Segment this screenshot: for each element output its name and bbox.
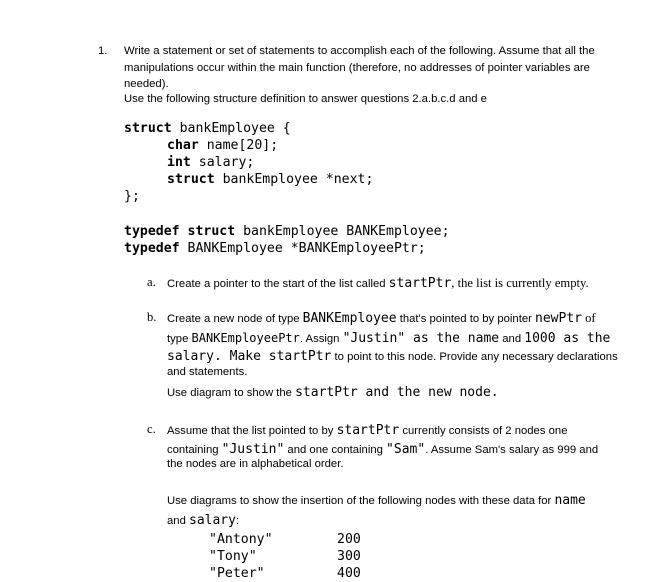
item-a-marker: a. — [147, 275, 156, 289]
item-b-line-4: and statements. — [167, 366, 248, 378]
intro-line-1: Write a statement or set of statements to accomplish each of the following. Assume that all the — [124, 45, 595, 57]
keyword: struct — [167, 172, 215, 187]
row-name: "Antony" — [209, 532, 273, 547]
item-b-line-5: Use diagram to show the startPtr and the new node. — [167, 385, 499, 400]
item-b-line-3: salary. Make startPtr to point to this node. Provide any necessary declarations — [167, 349, 618, 364]
item-b-marker: b. — [147, 310, 157, 324]
keyword: char — [167, 138, 199, 153]
item-c-line-1: Assume that the list pointed to by startPtr currently consists of 2 nodes one — [167, 423, 568, 438]
row-salary: 400 — [337, 566, 361, 581]
row-salary: 200 — [337, 532, 361, 547]
code-text: name[20]; — [198, 138, 279, 153]
row-name: "Peter" — [209, 566, 265, 581]
question-number: 1. — [98, 45, 108, 57]
code-text: bankEmployee BANKEmployee; — [235, 224, 450, 239]
code-int-line — [167, 155, 254, 170]
code-typedef-1 — [124, 224, 450, 239]
item-c-line-2: containing "Justin" and one containing "Sam". Assume Sam's salary as 999 and — [167, 442, 599, 457]
keyword: int — [167, 155, 191, 170]
code-struct-line — [124, 121, 291, 136]
item-c-line-3: the nodes are in alphabetical order. — [167, 458, 344, 470]
intro-line-3: needed). — [124, 78, 169, 90]
code-text: bankEmployee { — [171, 121, 291, 136]
code-close-line: }; — [124, 189, 140, 204]
keyword: struct — [179, 224, 236, 239]
code-text: BANKEmployee *BANKEmployeePtr; — [179, 241, 426, 256]
item-b-line-1: Create a new node of type BANKEmployee that's pointed to by pointer newPtr of — [167, 311, 596, 326]
code-typedef-2 — [124, 241, 426, 256]
code-char-line — [167, 138, 278, 153]
code-next-line — [167, 172, 373, 187]
item-b-line-2: type BANKEmployeePtr. Assign "Justin" as the name and 1000 as the — [167, 331, 611, 346]
item-c-marker: c. — [147, 422, 156, 436]
row-name: "Tony" — [209, 549, 257, 564]
intro-line-4: Use the following structure definition to answer questions 2.a.b.c.d and e — [124, 93, 487, 105]
keyword: struct — [124, 121, 172, 136]
code-text: bankEmployee *next; — [214, 172, 374, 187]
row-salary: 300 — [337, 549, 361, 564]
keyword: typedef — [124, 224, 180, 239]
item-a-text: Create a pointer to the start of the list called startPtr, the list is currently empty. — [167, 276, 589, 291]
item-c-line-5: and salary: — [167, 513, 240, 528]
keyword: typedef — [124, 241, 180, 256]
intro-line-2: manipulations occur within the main function (therefore, no addresses of pointer variables are — [124, 62, 590, 74]
item-c-line-4: Use diagrams to show the insertion of the following nodes with these data for name — [167, 493, 586, 508]
code-text: salary; — [190, 155, 255, 170]
